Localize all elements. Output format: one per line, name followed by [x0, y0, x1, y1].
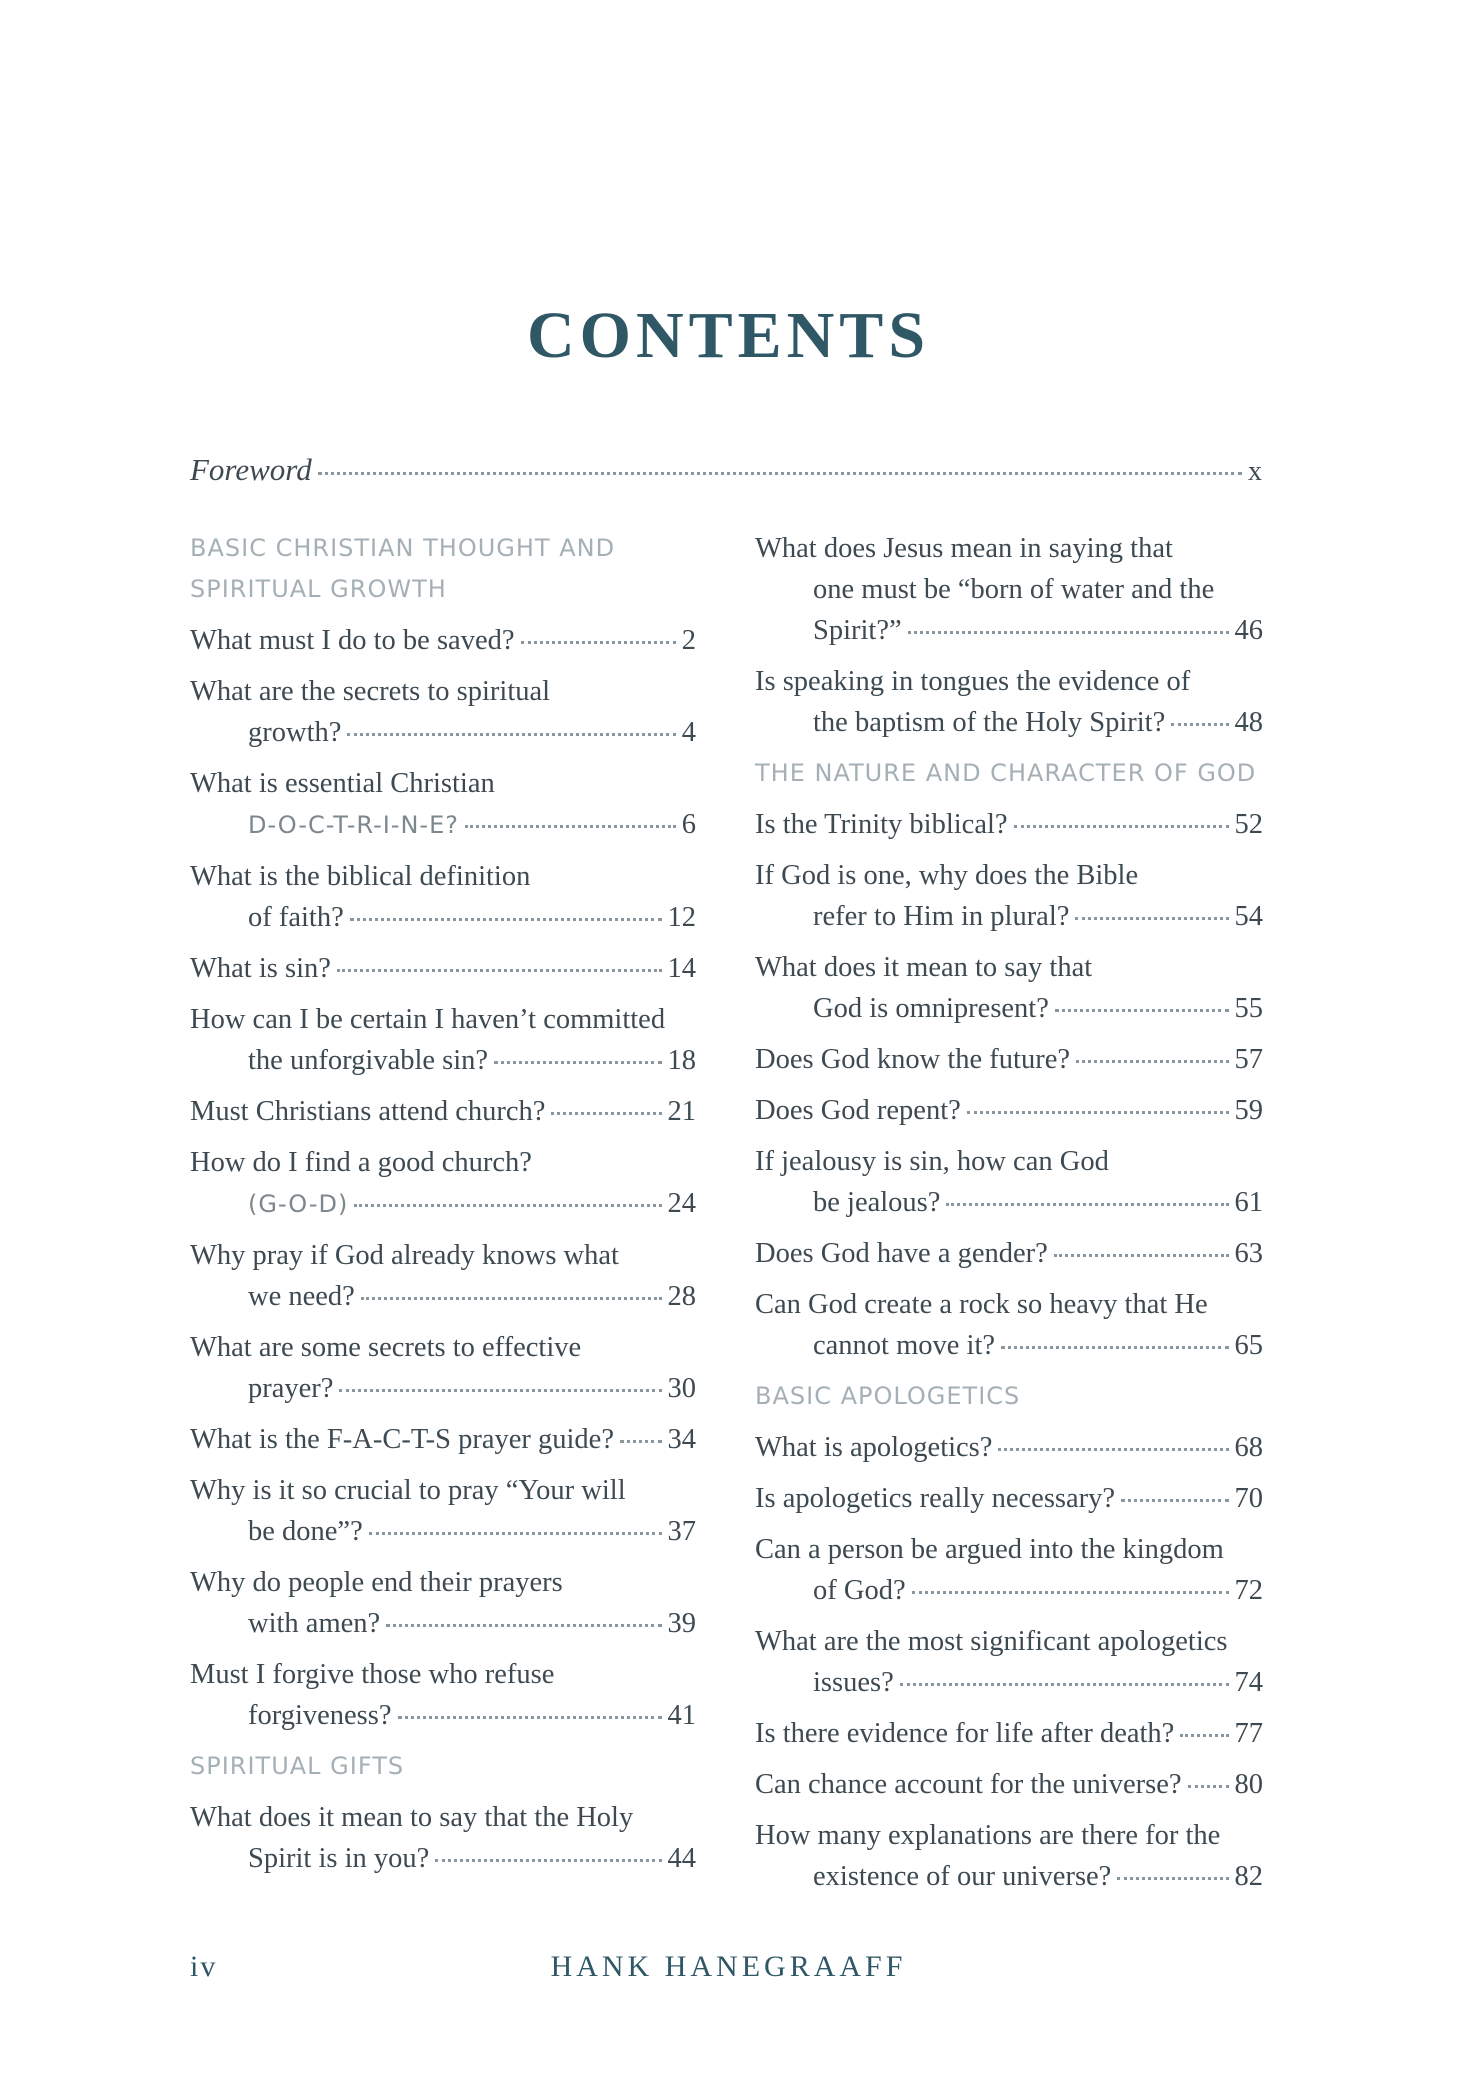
toc-entry-page: 80: [1234, 1769, 1263, 1800]
dot-leader: [620, 1440, 662, 1443]
toc-entry[interactable]: [190, 1091, 696, 1132]
toc-entry-page: 14: [667, 953, 696, 984]
toc-entry-title-cont: of faith?: [248, 902, 344, 933]
toc-entry-title: What does Jesus mean in saying that: [755, 533, 1173, 564]
dot-leader: [908, 631, 1229, 634]
dot-leader: [1055, 1009, 1229, 1012]
dot-leader: [386, 1624, 661, 1627]
dot-leader: [1188, 1785, 1229, 1788]
toc-entry-title: How can I be certain I haven’t committed: [190, 1004, 666, 1035]
toc-entry[interactable]: [755, 1764, 1263, 1805]
toc-entry-page: 37: [667, 1516, 696, 1547]
dot-leader: [1014, 825, 1229, 828]
toc-entry-title: How many explanations are there for the: [755, 1820, 1221, 1851]
toc-entry-title-cont: be done”?: [248, 1516, 363, 1547]
toc-entry[interactable]: [755, 1090, 1263, 1131]
toc-entry[interactable]: [190, 1419, 696, 1460]
toc-entry-page: 39: [667, 1608, 696, 1639]
toc-entry-title: What are some secrets to effective: [190, 1332, 582, 1363]
toc-entry[interactable]: [755, 804, 1263, 845]
toc-entry-page: 55: [1234, 993, 1263, 1024]
toc-entry-title: Is apologetics really necessary?: [755, 1483, 1116, 1514]
toc-entry[interactable]: [755, 528, 1263, 651]
toc-entry-page: 77: [1234, 1718, 1263, 1749]
toc-entry[interactable]: [190, 1142, 696, 1225]
toc-entry-title: What is essential Christian: [190, 768, 495, 799]
foreword-label: Foreword: [190, 452, 312, 487]
toc-entry-title-cont: Spirit is in you?: [248, 1843, 430, 1874]
toc-entry-title: What does it mean to say that: [755, 952, 1093, 983]
toc-entry-title: Can chance account for the universe?: [755, 1769, 1182, 1800]
dot-leader: [912, 1591, 1229, 1594]
toc-entry[interactable]: [755, 1233, 1263, 1274]
toc-entry-page: 72: [1234, 1575, 1263, 1606]
toc-entry[interactable]: [190, 763, 696, 846]
toc-entry-title: What is sin?: [190, 953, 331, 984]
toc-entry-title-cont: issues?: [813, 1667, 894, 1698]
toc-entry-title: Does God know the future?: [755, 1044, 1071, 1075]
dot-leader: [1001, 1346, 1228, 1349]
dot-leader: [551, 1112, 661, 1115]
toc-entry-title: Is the Trinity biblical?: [755, 809, 1008, 840]
toc-entry-page: 4: [681, 717, 696, 748]
toc-entry-title-cont: prayer?: [248, 1373, 334, 1404]
toc-entry[interactable]: [190, 999, 696, 1081]
toc-entry-page: 61: [1234, 1187, 1263, 1218]
toc-entry-page: 28: [667, 1281, 696, 1312]
dot-leader: [946, 1203, 1228, 1206]
toc-entry-page: 6: [681, 809, 696, 840]
dot-leader: [361, 1297, 662, 1300]
toc-entry[interactable]: [755, 947, 1263, 1029]
dot-leader: [465, 825, 676, 828]
toc-entry-title: What does it mean to say that the Holy: [190, 1802, 634, 1833]
toc-entry-title: What must I do to be saved?: [190, 625, 515, 656]
toc-entry-title-cont: forgiveness?: [248, 1700, 392, 1731]
dot-leader: [998, 1448, 1228, 1451]
toc-entry-page: 24: [667, 1188, 696, 1219]
toc-entry-title-cont: Spirit?”: [813, 615, 902, 646]
toc-entry-title-cont: the unforgivable sin?: [248, 1045, 489, 1076]
toc-foreword[interactable]: [190, 452, 1262, 488]
toc-entry[interactable]: [755, 855, 1263, 937]
toc-entry-title: What are the secrets to spiritual: [190, 676, 551, 707]
toc-entry[interactable]: [190, 1797, 696, 1879]
toc-entry-title: What are the most significant apologetics: [755, 1626, 1228, 1657]
toc-entry[interactable]: [190, 1562, 696, 1644]
toc-entry-title-cont: growth?: [248, 717, 342, 748]
toc-entry[interactable]: [755, 1815, 1263, 1897]
toc-entry-title: If God is one, why does the Bible: [755, 860, 1139, 891]
toc-entry-title-cont: God is omnipresent?: [813, 993, 1049, 1024]
toc-entry[interactable]: [755, 1039, 1263, 1080]
toc-entry-title: Must Christians attend church?: [190, 1096, 546, 1127]
toc-entry-title-cont: D-O-C-T-R-I-N-E?: [248, 811, 459, 839]
toc-entry-page: 82: [1234, 1861, 1263, 1892]
toc-entry[interactable]: [190, 856, 696, 938]
toc-entry-title: Does God repent?: [755, 1095, 961, 1126]
toc-entry-title: What is apologetics?: [755, 1432, 993, 1463]
toc-section-heading: SPIRITUAL GIFTS: [190, 1752, 405, 1780]
toc-entry-title-cont: refer to Him in plural?: [813, 901, 1070, 932]
toc-entry-page: 63: [1234, 1238, 1263, 1269]
toc-entry-page: 68: [1234, 1432, 1263, 1463]
dot-leader: [1171, 723, 1228, 726]
toc-entry-title: Can a person be argued into the kingdom: [755, 1534, 1224, 1565]
dot-leader: [1076, 1060, 1228, 1063]
toc-entry-page: 52: [1234, 809, 1263, 840]
toc-entry-page: 57: [1234, 1044, 1263, 1075]
toc-entry-title: What is the biblical definition: [190, 861, 531, 892]
toc-entry-title: Why is it so crucial to pray “Your will: [190, 1475, 626, 1506]
toc-entry-title: Is there evidence for life after death?: [755, 1718, 1175, 1749]
toc-entry-page: 41: [667, 1700, 696, 1731]
toc-entry[interactable]: [755, 1427, 1263, 1468]
dot-leader: [354, 1204, 661, 1207]
foreword-page: x: [1248, 456, 1262, 487]
toc-entry-title-cont: be jealous?: [813, 1187, 941, 1218]
toc-section-heading: THE NATURE AND CHARACTER OF GOD: [755, 759, 1257, 787]
dot-leader: [521, 641, 676, 644]
toc-entry-title: Is speaking in tongues the evidence of: [755, 666, 1191, 697]
dot-leader: [339, 1389, 661, 1392]
toc-entry[interactable]: [755, 1141, 1263, 1223]
toc-entry[interactable]: [190, 1470, 696, 1552]
toc-section-heading: BASIC APOLOGETICS: [755, 1382, 1021, 1410]
toc-entry[interactable]: [190, 671, 696, 753]
toc-entry-title: Why do people end their prayers: [190, 1567, 563, 1598]
toc-entry-title: Does God have a gender?: [755, 1238, 1048, 1269]
dot-leader: [1180, 1734, 1228, 1737]
dot-leader: [318, 472, 1242, 475]
toc-entry-page: 30: [667, 1373, 696, 1404]
toc-entry-title: What is the F-A-C-T-S prayer guide?: [190, 1424, 614, 1455]
toc-entry-page: 46: [1234, 615, 1263, 646]
dot-leader: [900, 1683, 1229, 1686]
toc-left-column: [190, 528, 696, 1889]
dot-leader: [1117, 1877, 1228, 1880]
toc-entry-title-cont: with amen?: [248, 1608, 381, 1639]
toc-entry-page: 21: [667, 1096, 696, 1127]
toc-entry-page: 2: [681, 625, 696, 656]
toc-entry-title-cont: (G-O-D): [248, 1190, 349, 1218]
dot-leader: [347, 733, 675, 736]
toc-entry[interactable]: [755, 1529, 1263, 1611]
toc-entry-title-cont: existence of our universe?: [813, 1861, 1112, 1892]
toc-entry-title: Why pray if God already knows what: [190, 1240, 619, 1271]
footer-author: HANK HANEGRAAFF: [550, 1950, 907, 1983]
toc-section-heading: BASIC CHRISTIAN THOUGHT AND SPIRITUAL GROWTH: [190, 534, 616, 603]
toc-entry-page: 65: [1234, 1330, 1263, 1361]
toc-entry-page: 70: [1234, 1483, 1263, 1514]
toc-entry-page: 34: [667, 1424, 696, 1455]
dot-leader: [1054, 1254, 1229, 1257]
footer-page-number: iv: [190, 1950, 218, 1983]
toc-entry-page: 44: [667, 1843, 696, 1874]
toc-entry-title: Can God create a rock so heavy that He: [755, 1289, 1208, 1320]
toc-entry[interactable]: [755, 1621, 1263, 1703]
toc-entry-page: 48: [1234, 707, 1263, 738]
dot-leader: [1075, 917, 1228, 920]
toc-entry-page: 18: [667, 1045, 696, 1076]
toc-entry-page: 59: [1234, 1095, 1263, 1126]
toc-entry-page: 54: [1234, 901, 1263, 932]
toc-entry-title-cont: cannot move it?: [813, 1330, 996, 1361]
toc-entry[interactable]: [755, 1478, 1263, 1519]
page-title: CONTENTS: [526, 299, 931, 372]
toc-entry[interactable]: [190, 1654, 696, 1736]
toc-entry[interactable]: [755, 1284, 1263, 1366]
dot-leader: [398, 1716, 662, 1719]
toc-entry-title-cont: we need?: [248, 1281, 355, 1312]
toc-entry[interactable]: [755, 661, 1263, 743]
dot-leader: [435, 1859, 661, 1862]
toc-entry[interactable]: [190, 948, 696, 989]
dot-leader: [369, 1532, 662, 1535]
toc-entry-title: Must I forgive those who refuse: [190, 1659, 555, 1690]
toc-entry-page: 74: [1234, 1667, 1263, 1698]
toc-entry[interactable]: [190, 1235, 696, 1317]
toc-entry-title: How do I find a good church?: [190, 1147, 532, 1178]
toc-entry[interactable]: [190, 620, 696, 661]
toc-entry-title-cont: the baptism of the Holy Spirit?: [813, 707, 1166, 738]
toc-entry-title-cont: of God?: [813, 1575, 906, 1606]
toc-entry[interactable]: [190, 1327, 696, 1409]
toc-entry-title: If jealousy is sin, how can God: [755, 1146, 1109, 1177]
toc-right-column: [755, 528, 1263, 1907]
dot-leader: [1121, 1499, 1228, 1502]
dot-leader: [494, 1061, 661, 1064]
toc-entry[interactable]: [755, 1713, 1263, 1754]
dot-leader: [350, 918, 662, 921]
dot-leader: [967, 1111, 1229, 1114]
toc-entry-title-cont: one must be “born of water and the: [813, 574, 1215, 605]
dot-leader: [337, 969, 662, 972]
toc-entry-page: 12: [667, 902, 696, 933]
